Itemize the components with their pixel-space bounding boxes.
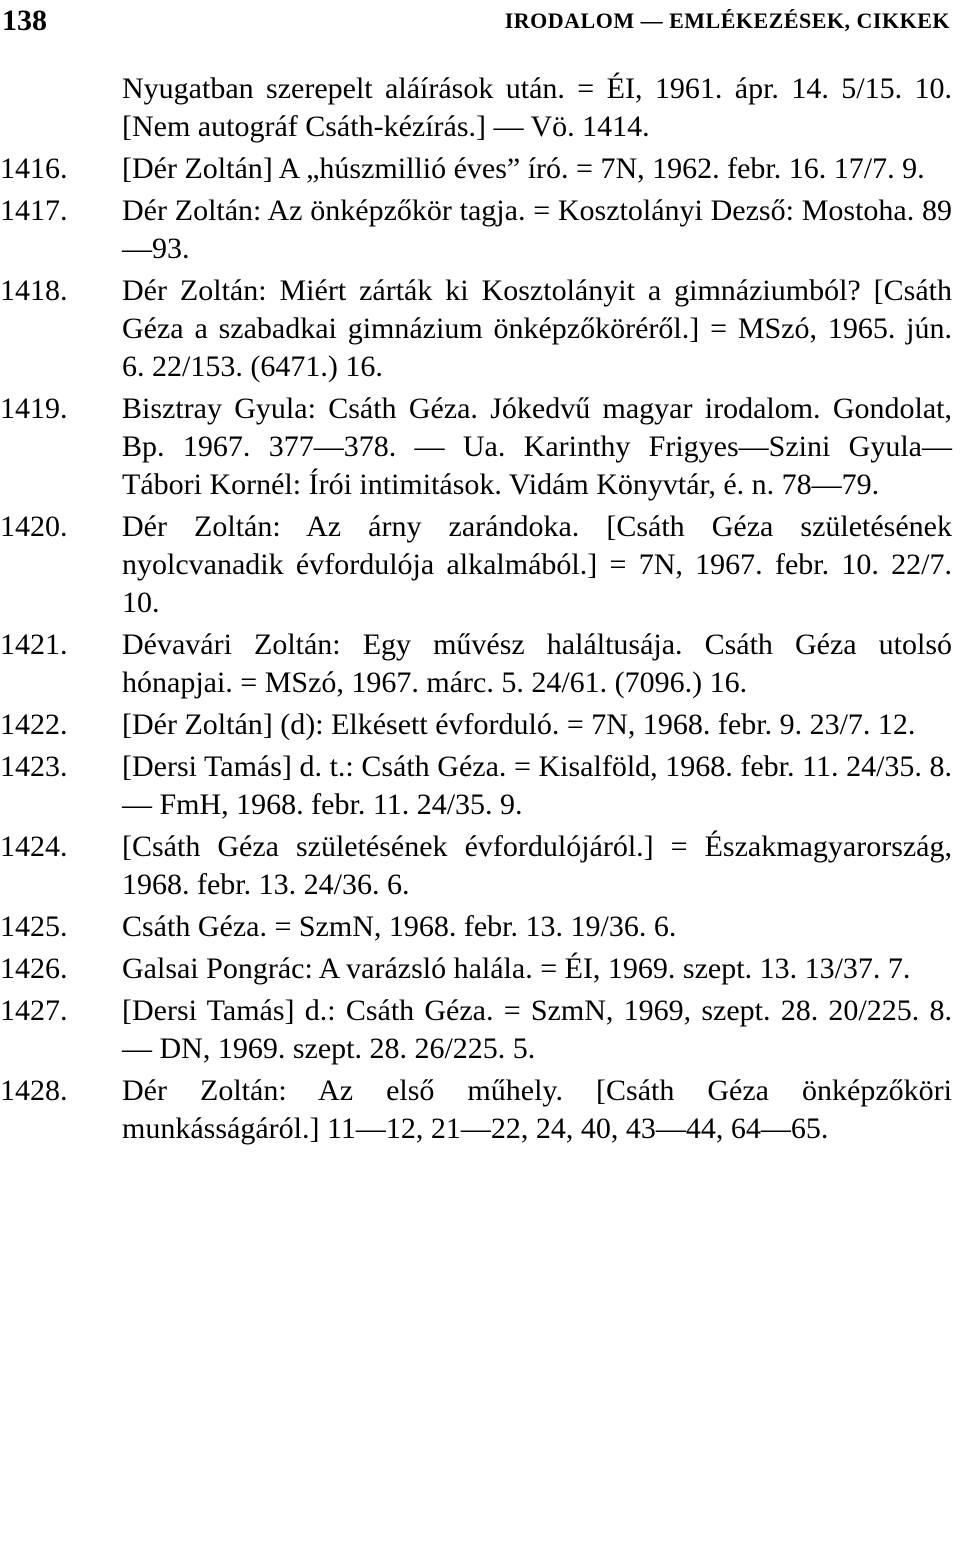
bibliography-entry (0, 950, 960, 988)
entry-text: [Dersi Tamás] d. t.: Csáth Géza. = Kisalföld, 1968. febr. 11. 24/35. 8. — FmH, 1968. febr. 11. 24/35. 9. (122, 750, 952, 821)
running-head: IRODALOM — EMLÉKEZÉSEK, CIKKEK (504, 8, 950, 33)
entry-number: 1419. (0, 392, 68, 425)
entry-number: 1418. (0, 274, 68, 307)
entry-text: Dér Zoltán: Miért zárták ki Kosztolányit a gimnáziumból? [Csáth Géza a szabadkai gimnázium önképzőköréről.] = MSzó, 1965. jún. 6. 22/153. (6471.) 16. (122, 274, 952, 383)
bibliography-entry (0, 748, 960, 824)
bibliography-entry (0, 508, 960, 622)
bibliography-entry (0, 272, 960, 386)
entry-number: 1420. (0, 510, 68, 543)
bibliography-entry (0, 908, 960, 946)
entry-number: 1424. (0, 830, 68, 863)
entry-number: 1421. (0, 628, 68, 661)
entry-number: 1423. (0, 750, 68, 783)
entry-text: Nyugatban szerepelt aláírások után. = ÉI, 1961. ápr. 14. 5/15. 10. [Nem autográf Csáth-kézírás.] — Vö. 1414. (122, 72, 952, 143)
entry-text: [Csáth Géza születésének évfordulójáról.] = Északmagyarország, 1968. febr. 13. 24/36. 6. (122, 830, 952, 901)
bibliography-entry (0, 828, 960, 904)
entry-number: 1416. (0, 152, 68, 185)
entry-text: [Dér Zoltán] A „húszmillió éves” író. = 7N, 1962. febr. 16. 17/7. 9. (122, 152, 925, 185)
entry-text: [Dér Zoltán] (d): Elkésett évforduló. = 7N, 1968. febr. 9. 23/7. 12. (122, 708, 916, 741)
entry-number: 1427. (0, 994, 68, 1027)
bibliography-entry (0, 626, 960, 702)
bibliography-entry (0, 390, 960, 504)
entry-number: 1428. (0, 1074, 68, 1107)
bibliography-entry (0, 192, 960, 268)
bibliography-entry (0, 70, 960, 146)
bibliography-entry (0, 706, 960, 744)
bibliography-entry (0, 1072, 960, 1148)
bibliography-list (0, 70, 960, 1152)
page-number: 138 (2, 4, 47, 37)
entry-text: Dér Zoltán: Az első műhely. [Csáth Géza önképzőköri munkásságáról.] 11—12, 21—22, 24, 40, 43—44, 64—65. (122, 1074, 952, 1145)
entry-number: 1417. (0, 194, 68, 227)
entry-number: 1426. (0, 952, 68, 985)
entry-number: 1422. (0, 708, 68, 741)
entry-text: Dévavári Zoltán: Egy művész haláltusája. Csáth Géza utolsó hónapjai. = MSzó, 1967. márc. 5. 24/61. (7096.) 16. (122, 628, 952, 699)
entry-text: Bisztray Gyula: Csáth Géza. Jókedvű magyar irodalom. Gondolat, Bp. 1967. 377—378. — Ua. Karinthy Frigyes—Szini Gyula—Tábori Kornél: Írói intimitások. Vidám Könyvtár, é. n. 78—79. (122, 392, 952, 501)
entry-text: Dér Zoltán: Az önképzőkör tagja. = Kosztolányi Dezső: Mostoha. 89—93. (122, 194, 952, 265)
entry-number: 1425. (0, 910, 68, 943)
entry-text: [Dersi Tamás] d.: Csáth Géza. = SzmN, 1969, szept. 28. 20/225. 8. — DN, 1969. szept. 28. 26/225. 5. (122, 994, 952, 1065)
entry-text: Dér Zoltán: Az árny zarándoka. [Csáth Géza születésének nyolcvanadik évfordulója alkalmából.] = 7N, 1967. febr. 10. 22/7. 10. (122, 510, 952, 619)
bibliography-entry (0, 150, 960, 188)
entry-text: Csáth Géza. = SzmN, 1968. febr. 13. 19/36. 6. (122, 910, 677, 943)
page-header (0, 0, 960, 50)
bibliography-entry (0, 992, 960, 1068)
entry-text: Galsai Pongrác: A varázsló halála. = ÉI, 1969. szept. 13. 13/37. 7. (122, 952, 911, 985)
